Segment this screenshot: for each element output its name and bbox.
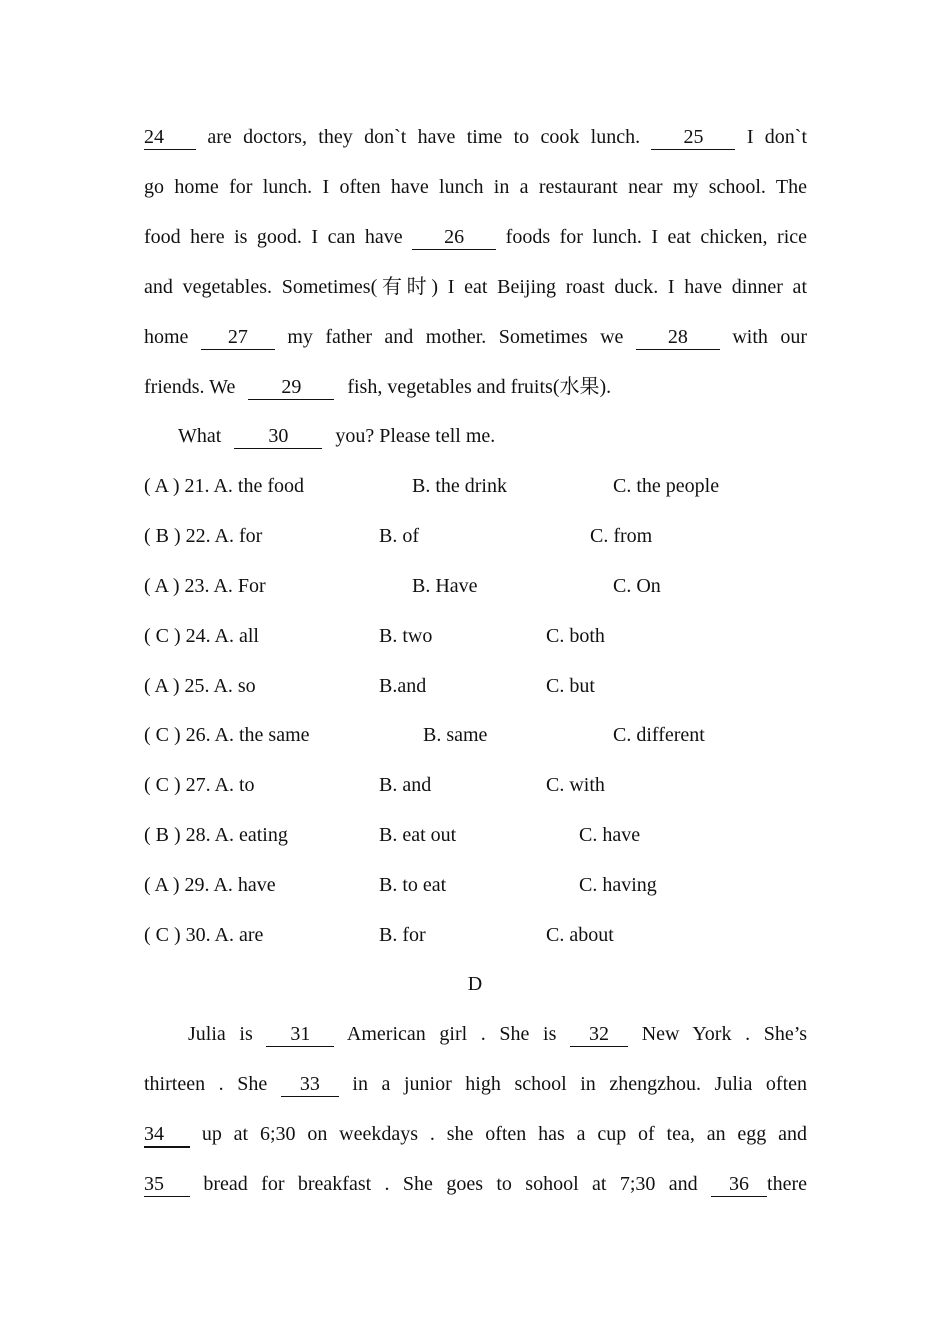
passage-text: bread for breakfast . She goes to sohool at 7;30 and: [203, 1173, 698, 1195]
question-27-c: C. with: [546, 774, 605, 796]
passage-line-3: [144, 222, 807, 252]
blank-28: 28: [636, 325, 720, 350]
passage-d-line-2: [144, 1069, 807, 1099]
passage-d-line-3: [144, 1119, 807, 1149]
passage-text: New York . She’s: [641, 1023, 808, 1045]
passage-text: food here is good. I can have: [144, 226, 403, 248]
passage-text: friends. We: [144, 376, 236, 398]
question-29-a: ( A ) 29. A. have: [144, 874, 276, 896]
passage-text: are doctors, they don`t have time to cook lunch.: [207, 126, 641, 148]
blank-24: 24: [144, 125, 196, 150]
question-21-b: B. the drink: [412, 475, 507, 497]
question-26-b: B. same: [423, 724, 488, 746]
passage-text: thirteen . She: [144, 1073, 268, 1095]
passage-text: I don`t: [746, 126, 808, 148]
passage-line-1: [144, 122, 807, 152]
blank-33: 33: [281, 1072, 339, 1097]
question-22-b: B. of: [379, 525, 419, 547]
passage-text: in a junior high school in zhengzhou. Julia often: [352, 1073, 807, 1095]
passage-text: home: [144, 326, 189, 348]
question-28-c: C. have: [579, 824, 641, 846]
question-24-c: C. both: [546, 625, 605, 647]
passage-text: fish, vegetables and fruits(水果).: [347, 376, 612, 398]
question-30-c: C. about: [546, 924, 614, 946]
question-27-b: B. and: [379, 774, 432, 796]
passage-d-line-1: [188, 1019, 807, 1049]
question-25-a: ( A ) 25. A. so: [144, 675, 256, 697]
blank-27: 27: [201, 325, 275, 350]
passage-line-5: [144, 322, 807, 352]
question-23-b: B. Have: [412, 575, 478, 597]
question-26-c: C. different: [613, 724, 705, 746]
question-24-a: ( C ) 24. A. all: [144, 625, 259, 647]
blank-30: 30: [234, 424, 322, 449]
question-28-b: B. eat out: [379, 824, 457, 846]
question-21-c: C. the people: [613, 475, 720, 497]
blank-34: 34: [144, 1122, 190, 1148]
passage-text: you? Please tell me.: [335, 425, 496, 447]
passage-d-line-4: [144, 1169, 807, 1199]
passage-text: my father and mother. Sometimes we: [287, 326, 624, 348]
question-29-b: B. to eat: [379, 874, 447, 896]
question-25-b: B.and: [379, 675, 427, 697]
blank-26: 26: [412, 225, 496, 250]
question-25-c: C. but: [546, 675, 595, 697]
blank-25: 25: [651, 125, 735, 150]
blank-31: 31: [266, 1022, 334, 1047]
passage-line-7: [178, 421, 778, 451]
blank-32: 32: [570, 1022, 628, 1047]
passage-text: there: [767, 1173, 808, 1195]
question-30-a: ( C ) 30. A. are: [144, 924, 264, 946]
passage-line-2: go home for lunch. I often have lunch in a restaurant near my school. The: [144, 176, 807, 198]
question-29-c: C. having: [579, 874, 657, 896]
passage-text: Julia is: [188, 1023, 253, 1045]
question-30-b: B. for: [379, 924, 426, 946]
passage-text: What: [178, 425, 222, 447]
passage-text: foods for lunch. I eat chicken, rice: [505, 226, 808, 248]
question-27-a: ( C ) 27. A. to: [144, 774, 255, 796]
question-22-a: ( B ) 22. A. for: [144, 525, 263, 547]
question-23-c: C. On: [613, 575, 661, 597]
question-21-a: ( A ) 21. A. the food: [144, 475, 304, 497]
passage-text: up at 6;30 on weekdays . she often has a cup of tea, an egg and: [201, 1123, 807, 1145]
question-22-c: C. from: [590, 525, 653, 547]
question-24-b: B. two: [379, 625, 433, 647]
passage-text: with our: [732, 326, 807, 348]
section-heading: D: [467, 973, 483, 995]
passage-text: American girl . She is: [346, 1023, 557, 1045]
passage-line-4: and vegetables. Sometimes(有时) I eat Beijing roast duck. I have dinner at: [144, 276, 807, 298]
question-28-a: ( B ) 28. A. eating: [144, 824, 288, 846]
passage-line-6: [144, 372, 807, 402]
blank-29: 29: [248, 375, 334, 400]
question-23-a: ( A ) 23. A. For: [144, 575, 266, 597]
blank-36: 36: [711, 1172, 767, 1197]
blank-35: 35: [144, 1172, 190, 1197]
question-26-a: ( C ) 26. A. the same: [144, 724, 310, 746]
